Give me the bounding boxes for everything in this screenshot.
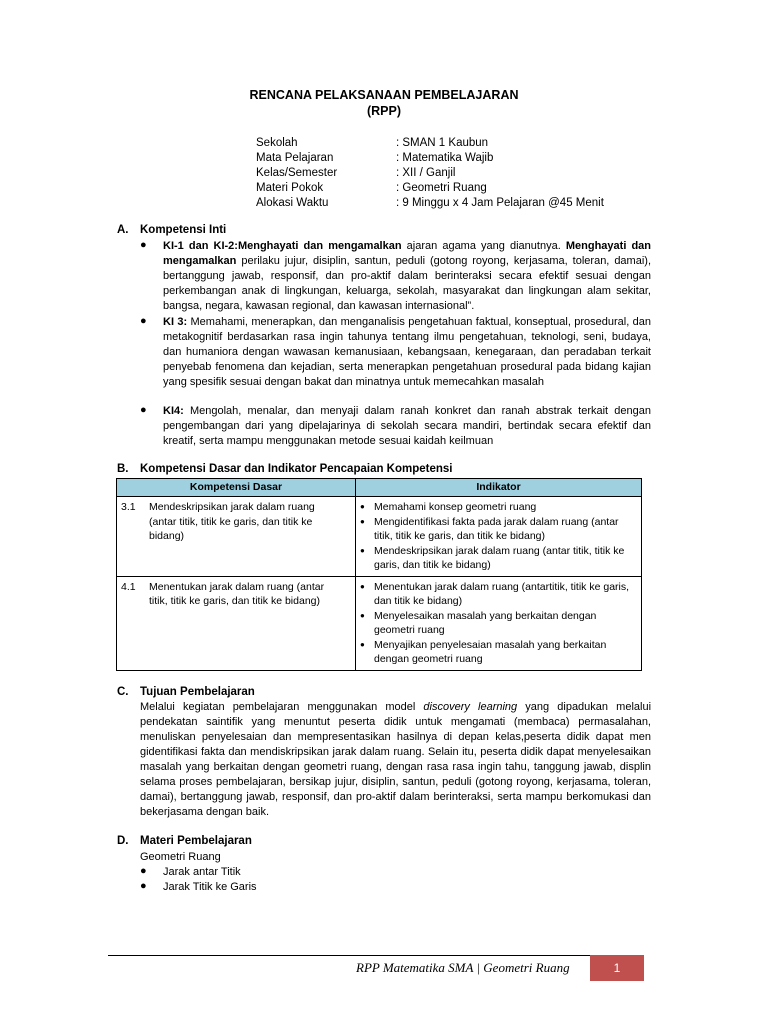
meta-label: Kelas/Semester — [256, 167, 338, 179]
doc-subtitle: (RPP) — [366, 104, 402, 118]
bullet-icon: ● — [140, 315, 147, 327]
section-d-heading — [117, 835, 252, 847]
objective-text: Melalui kegiatan pembelajaran menggunakan model — [140, 701, 424, 713]
list-item: ● Mengidentifikasi fakta pada jarak dalam ruang (antar titik, titik ke garis, dan titik ke bidang) — [360, 515, 637, 544]
bullet-icon: ● — [140, 239, 147, 251]
meta-label: Alokasi Waktu — [256, 197, 329, 209]
table-header-row — [117, 479, 642, 497]
ki-3-paragraph — [163, 315, 651, 390]
objective-text: yang dipadukan melalui pendekatan saintifik yang menuntut peserta didik untuk mengamati (membaca) permasalahan, menuliskan penyelesaian dan mempresentasikan hasilnya di depan kelas,peserta didik dapat men gidentifikasi fakta dan mendiskripsikan jarak dalam ruang. Selain itu, peserta didik dapat menyelesaikan masalah yang berkaitan dengan geometri ruang, dengan rasa rasa ingin tahu, tanggung jawab, displin selama proses pembelajaran, bersikap jujur, disiplin, santun, peduli (gotong royong, kerjasama, toleran, damai), bertanggung jawab, responsif, dan pro-aktif dalam berinteraksi, serta mampu berkomukasi dan bekerjasama dengan baik. — [140, 701, 652, 818]
table-header: Kompetensi Dasar — [117, 479, 356, 497]
kd-text: Menentukan jarak dalam ruang (antar titik, titik ke garis, dan titik ke bidang) — [149, 580, 325, 607]
table-header: Indikator — [356, 479, 642, 497]
table-cell — [356, 576, 642, 670]
list-item: ● Mendeskripsikan jarak dalam ruang (antar titik, titik ke garis, dan titik ke bidang) — [360, 544, 637, 573]
section-title: Tujuan Pembelajaran — [140, 686, 255, 698]
ki-label: KI 3: — [163, 316, 188, 328]
meta-row — [256, 181, 604, 196]
material-subtitle: Geometri Ruang — [140, 851, 221, 863]
meta-value: : Geometri Ruang — [396, 182, 487, 194]
kd-text: Mendeskripsikan jarak dalam ruang (antar titik, titik ke garis, dan titik ke bidang) — [149, 501, 315, 542]
ki-emphasis: Menghayati dan mengamalkan — [163, 240, 652, 267]
meta-value: : 9 Minggu x 4 Jam Pelajaran @45 Menit — [396, 197, 604, 209]
section-number: A. — [117, 224, 129, 236]
meta-value: : XII / Ganjil — [396, 167, 456, 179]
section-title: Kompetensi Inti — [140, 224, 227, 236]
section-title: Kompetensi Dasar dan Indikator Pencapaian Kompetensi — [140, 463, 453, 475]
footer-text: RPP Matematika SMA | Geometri Ruang — [356, 960, 570, 975]
meta-row — [256, 151, 604, 166]
meta-row — [256, 196, 604, 211]
objective-paragraph — [140, 700, 651, 820]
meta-label: Materi Pokok — [256, 182, 324, 194]
list-item: ● Memahami konsep geometri ruang — [360, 500, 637, 515]
section-number: C. — [117, 686, 129, 698]
objective-model: discovery learning — [423, 701, 518, 713]
page-number-badge — [590, 955, 644, 981]
indicator-list — [360, 580, 637, 667]
meta-row — [256, 166, 604, 181]
meta-label: Mata Pelajaran — [256, 152, 334, 164]
identity-block — [256, 136, 604, 211]
ki-text: perilaku jujur, disiplin, santun, peduli (gotong royong, kerjasama, toleran, damai), bertanggung jawab, responsif, dan pro-aktif dalam berinteraksi secara efektif sesuai dengan perkembangan anak di lingkungan, keluarga, sekolah, masyarakat dan lingkungan alam sekitar, bangsa, negara, kawasan regional, dan kawasan internasional”. — [163, 255, 651, 312]
meta-value: : Matematika Wajib — [396, 152, 494, 164]
doc-title: RENCANA PELAKSANAAN PEMBELAJARAN — [249, 88, 519, 102]
table-cell — [117, 576, 356, 670]
table-cell — [356, 497, 642, 577]
meta-value: : SMAN 1 Kaubun — [396, 137, 489, 149]
section-b-heading — [117, 463, 453, 475]
list-item: ● Menyajikan penyelesaian masalah yang berkaitan dengan geometri ruang — [360, 638, 637, 667]
bullet-icon: ● — [140, 865, 147, 877]
ki-text: Mengolah, menalar, dan menyaji dalam ranah konkret dan ranah abstrak terkait dengan pengembangan dari yang dipelajarinya di sekolah secara mandiri, bertindak secara efektif dan kreatif, serta mampu menggunakan metode sesuai kaidah keilmuan — [163, 405, 651, 447]
section-number: D. — [117, 835, 129, 847]
kd-number: 3.1 — [121, 501, 136, 513]
competency-table — [116, 478, 642, 671]
ki-1-2-paragraph — [163, 239, 651, 314]
ki-label: KI-1 dan KI-2:Menghayati dan mengamalkan — [163, 240, 402, 252]
section-number: B. — [117, 463, 129, 475]
ki-text: Memahami, menerapkan, dan menganalisis pengetahuan faktual, konseptual, prosedural, dan metakognitif berdasarkan rasa ingin tahunya tentang ilmu pengetahuan, teknologi, seni, budaya, dan humaniora dengan wawasan kemanusiaan, kebangsaan, kenegaraan, dan peradaban terkait penyebab fenomena dan kejadian, serta menerapkan pengetahuan prosedural pada bidang kajian yang spesifik sesuai dengan bakat dan minatnya untuk memecahkan masalah — [163, 316, 651, 388]
ki-text: ajaran agama yang dianutnya. — [401, 240, 566, 252]
section-a-heading — [117, 224, 226, 236]
bullet-icon: ● — [140, 404, 147, 416]
page-number: 1 — [613, 961, 621, 975]
section-c-heading — [117, 686, 255, 698]
table-row — [117, 576, 642, 670]
table-row — [117, 497, 642, 577]
meta-label: Sekolah — [256, 137, 298, 149]
list-item: Jarak Titik ke Garis — [163, 881, 257, 893]
footer-rule — [108, 955, 644, 956]
table-cell — [117, 497, 356, 577]
list-item: ● Menentukan jarak dalam ruang (antartitik, titik ke garis, dan titik ke bidang) — [360, 580, 637, 609]
bullet-icon: ● — [140, 880, 147, 892]
meta-row — [256, 136, 604, 151]
indicator-list — [360, 500, 637, 573]
ki-4-paragraph — [163, 404, 651, 449]
kd-number: 4.1 — [121, 580, 136, 593]
list-item: ● Menyelesaikan masalah yang berkaitan dengan geometri ruang — [360, 609, 637, 638]
list-item: Jarak antar Titik — [163, 866, 241, 878]
section-title: Materi Pembelajaran — [140, 835, 252, 847]
ki-label: KI4: — [163, 405, 184, 417]
